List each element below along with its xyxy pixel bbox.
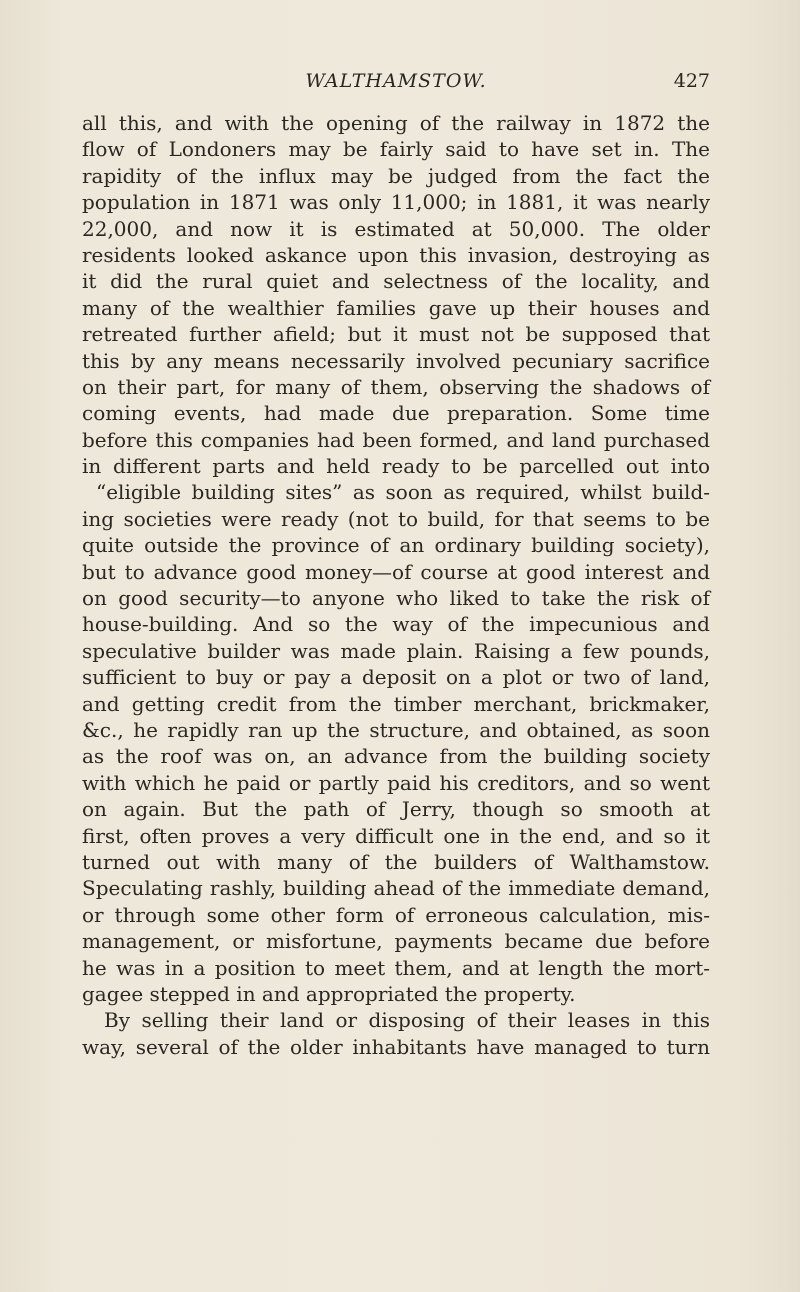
text-line: management, or misfortune, payments became due before	[82, 929, 710, 954]
text-line: and getting credit from the timber merchant, brickmaker,	[82, 691, 710, 716]
running-head-title: WALTHAMSTOW.	[305, 70, 487, 92]
text-line: “eligible building sites” as soon as required, whilst build-	[96, 480, 710, 505]
text-line: as the roof was on, an advance from the building society	[82, 744, 710, 769]
text-line: in different parts and held ready to be parcelled out into	[82, 454, 710, 479]
text-line: house-building. And so the way of the impecunious and	[82, 612, 710, 637]
text-line: it did the rural quiet and selectness of the locality, and	[82, 269, 710, 294]
text-line: this by any means necessarily involved pecuniary sacrifice	[82, 348, 710, 373]
page-number: 427	[673, 70, 710, 92]
body-text	[82, 110, 710, 1060]
text-line: many of the wealthier families gave up their houses and	[82, 295, 710, 320]
text-line: sufficient to buy or pay a deposit on a plot or two of land,	[82, 665, 710, 690]
text-line: turned out with many of the builders of Walthamstow.	[82, 849, 710, 874]
text-line: By selling their land or disposing of their leases in this	[104, 1008, 710, 1033]
text-line: way, several of the older inhabitants have managed to turn	[82, 1034, 710, 1059]
text-line: with which he paid or partly paid his creditors, and so went	[82, 770, 710, 795]
text-line: he was in a position to meet them, and at length the mort-	[82, 955, 710, 980]
text-line: ing societies were ready (not to build, for that seems to be	[82, 506, 710, 531]
text-line: speculative builder was made plain. Raising a few pounds,	[82, 638, 710, 663]
text-line: before this companies had been formed, and land purchased	[82, 427, 710, 452]
text-line: &c., he rapidly ran up the structure, and obtained, as soon	[82, 717, 710, 742]
text-line: retreated further afield; but it must not be supposed that	[82, 322, 710, 347]
text-line: or through some other form of erroneous calculation, mis-	[82, 902, 710, 927]
text-line: rapidity of the influx may be judged from the fact the	[82, 163, 710, 188]
text-line: Speculating rashly, building ahead of the immediate demand,	[82, 876, 710, 901]
text-line: on their part, for many of them, observing the shadows of	[82, 374, 710, 399]
text-line: 22,000, and now it is estimated at 50,000. The older	[82, 216, 710, 241]
running-head	[82, 66, 710, 96]
text-line: gagee stepped in and appropriated the property.	[82, 981, 576, 1006]
text-line: all this, and with the opening of the railway in 1872 the	[82, 111, 710, 135]
text-line: on good security—to anyone who liked to take the risk of	[82, 586, 710, 611]
text-line: quite outside the province of an ordinary building society),	[82, 533, 710, 558]
text-line: on again. But the path of Jerry, though so smooth at	[82, 797, 710, 822]
text-line: population in 1871 was only 11,000; in 1881, it was nearly	[82, 190, 710, 215]
text-line: residents looked askance upon this invasion, destroying as	[82, 242, 710, 267]
text-line: flow of Londoners may be fairly said to have set in. The	[82, 137, 710, 162]
text-line: first, often proves a very difficult one in the end, and so it	[82, 823, 710, 848]
text-line: but to advance good money—of course at good interest and	[82, 559, 710, 584]
text-line: coming events, had made due preparation. Some time	[82, 401, 710, 426]
